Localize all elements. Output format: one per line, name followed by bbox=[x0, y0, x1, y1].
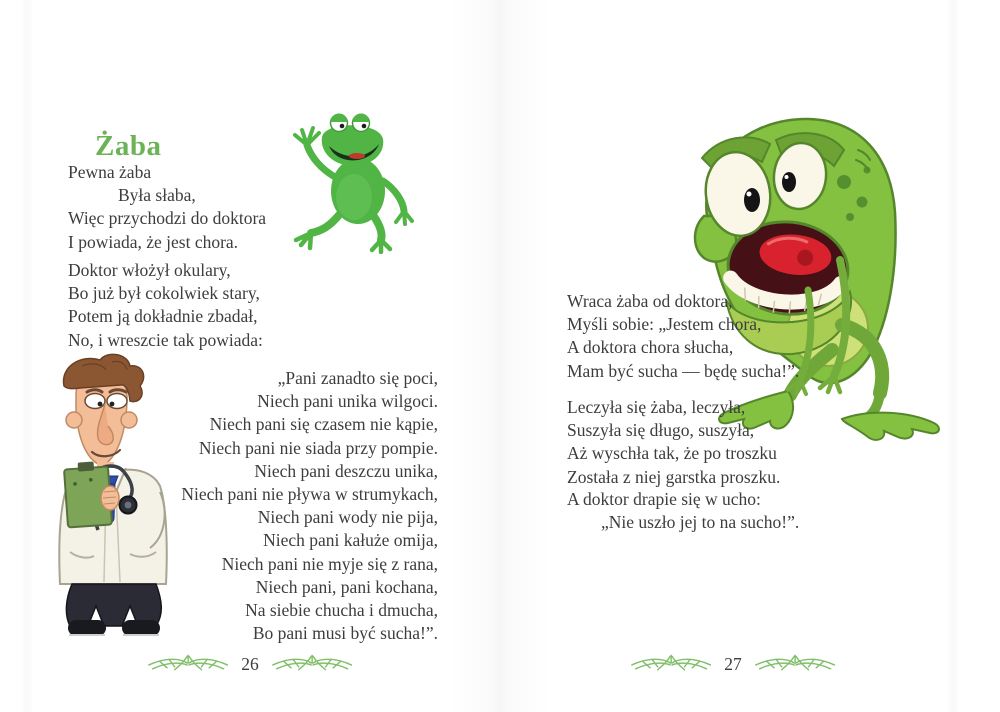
stanza-3 bbox=[181, 367, 438, 645]
page-footer-right bbox=[629, 652, 837, 676]
dancing-frog-illustration bbox=[277, 109, 432, 254]
scared-frog-illustration bbox=[692, 110, 950, 442]
poem-line: I powiada, że jest chora. bbox=[68, 231, 239, 252]
poem-line: Potem ją dokładnie zbadał, bbox=[68, 306, 258, 327]
doctor-illustration bbox=[42, 352, 187, 644]
poem-line: Niech pani się czasem nie kąpie, bbox=[209, 414, 438, 435]
poem-line: „Pani zanadto się poci, bbox=[277, 368, 438, 388]
leaf-flourish-icon bbox=[270, 652, 354, 676]
poem-line: Niech pani nie pływa w strumykach, bbox=[181, 484, 438, 505]
poem-line: Niech pani nie siada przy pompie. bbox=[198, 437, 438, 458]
poem-line: Aż wyschła tak, że po troszku bbox=[567, 443, 777, 464]
poem-line: A doktor drapie się w ucho: bbox=[567, 489, 761, 509]
poem-line: Była słaba, bbox=[118, 185, 196, 206]
leaf-flourish-icon bbox=[146, 652, 230, 676]
poem-line: Niech pani nie myje się z rana, bbox=[221, 553, 438, 574]
poem-line: Niech pani deszczu unika, bbox=[254, 460, 438, 481]
poem-line: Leczyła się żaba, leczyła, bbox=[567, 397, 746, 417]
poem-line: Bo pani musi być sucha!”. bbox=[252, 623, 438, 644]
poem-line: No, i wreszcie tak powiada: bbox=[68, 329, 263, 350]
leaf-flourish-icon bbox=[629, 652, 713, 676]
stanza-5 bbox=[567, 396, 780, 489]
poem-line: Mam być sucha — będę sucha!”. bbox=[567, 360, 800, 381]
poem-line: Niech pani, pani kochana, bbox=[255, 576, 438, 597]
stanza-6 bbox=[567, 488, 799, 534]
poem-line: Niech pani wody nie pija, bbox=[257, 507, 438, 528]
page-number: 27 bbox=[724, 653, 742, 674]
stanza-2 bbox=[68, 259, 263, 352]
poem-title: Żaba bbox=[95, 130, 162, 163]
book-spine bbox=[450, 0, 550, 712]
poem-line: Myśli sobie: „Jestem chora, bbox=[567, 314, 762, 335]
poem-line: Na siebie chucha i dmucha, bbox=[245, 600, 438, 621]
poem-line: Więc przychodzi do doktora bbox=[68, 208, 267, 229]
page-footer-left bbox=[146, 652, 354, 676]
poem-line: Niech pani kałuże omija, bbox=[263, 530, 438, 551]
leaf-flourish-icon bbox=[753, 652, 837, 676]
poem-line: Doktor włożył okulary, bbox=[68, 260, 231, 280]
poem-line: Niech pani unika wilgoci. bbox=[257, 391, 438, 412]
poem-line: A doktora chora słucha, bbox=[567, 337, 734, 358]
poem-line: Suszyła się długo, suszyła, bbox=[567, 420, 755, 441]
page-edge-left bbox=[20, 0, 34, 712]
poem-line: Bo już był cokolwiek stary, bbox=[68, 283, 260, 304]
poem-line: „Nie uszło jej to na sucho!”. bbox=[601, 512, 800, 533]
poem-line: Pewna żaba bbox=[68, 162, 152, 182]
stanza-4 bbox=[567, 290, 799, 383]
page-number: 26 bbox=[241, 653, 259, 674]
stanza-1 bbox=[68, 161, 266, 254]
poem-line: Wraca żaba od doktora, bbox=[567, 291, 733, 311]
poem-line: Została z niej garstka proszku. bbox=[567, 466, 781, 487]
